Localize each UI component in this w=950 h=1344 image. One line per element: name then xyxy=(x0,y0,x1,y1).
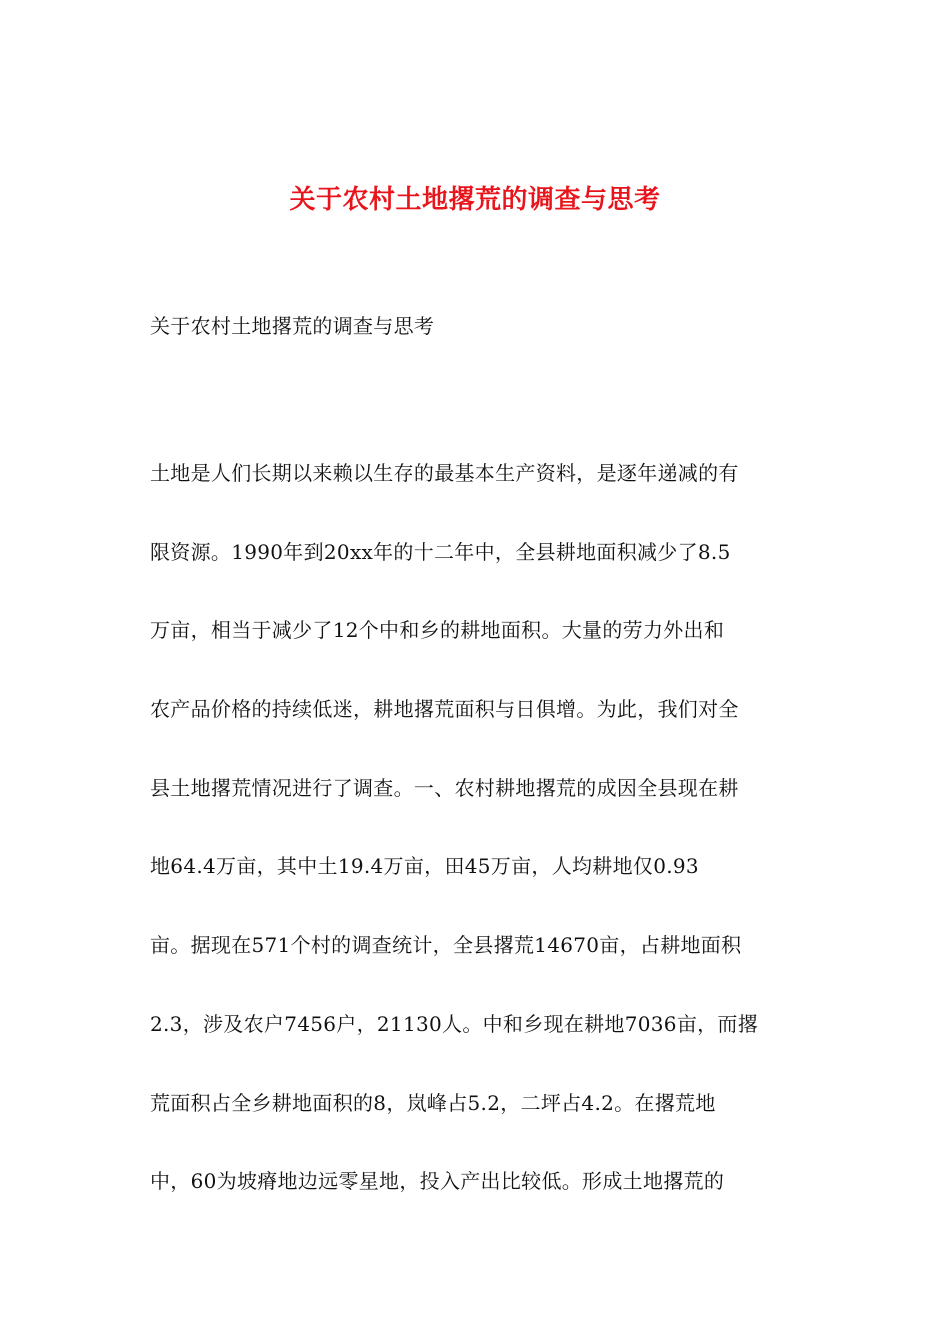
body-line: 县土地撂荒情况进行了调查。一、农村耕地撂荒的成因全县现在耕 xyxy=(150,775,739,800)
body-line: 亩。据现在571个村的调查统计，全县撂荒14670亩，占耕地面积 xyxy=(150,933,742,958)
body-line: 中，60为坡瘠地边远零星地，投入产出比较低。形成土地撂荒的 xyxy=(150,1169,725,1194)
body-line: 地64.4万亩，其中土19.4万亩，田45万亩，人均耕地仅0.93 xyxy=(150,854,699,879)
body-line: 万亩，相当于减少了12个中和乡的耕地面积。大量的劳力外出和 xyxy=(150,618,725,643)
document-subtitle: 关于农村土地撂荒的调查与思考 xyxy=(150,314,435,338)
body-line: 荒面积占全乡耕地面积的8，岚峰占5.2，二坪占4.2。在撂荒地 xyxy=(150,1090,716,1115)
body-line: 限资源。1990年到20xx年的十二年中，全县耕地面积减少了8.5 xyxy=(150,539,731,564)
document-body xyxy=(150,455,810,1242)
body-line: 农产品价格的持续低迷，耕地撂荒面积与日俱增。为此，我们对全 xyxy=(150,697,739,722)
body-line: 2.3，涉及农户7456户，21130人。中和乡现在耕地7036亩，而撂 xyxy=(150,1011,759,1036)
body-line: 土地是人们长期以来赖以生存的最基本生产资料，是逐年递减的有 xyxy=(150,461,739,485)
document-title: 关于农村土地撂荒的调查与思考 xyxy=(289,185,661,215)
